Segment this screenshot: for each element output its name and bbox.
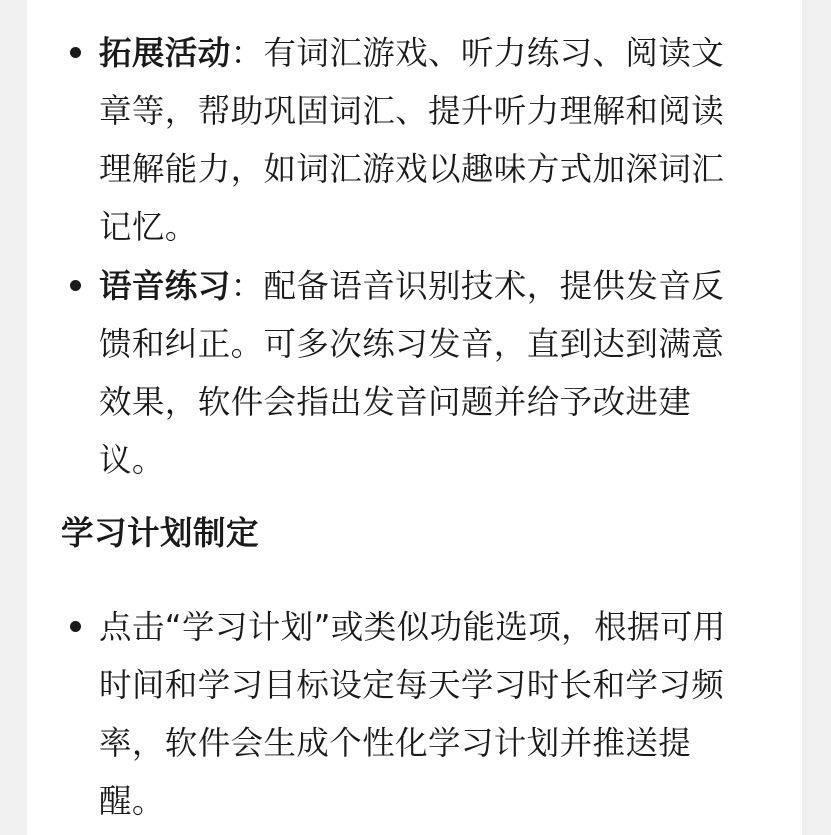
bullet-dot bbox=[70, 280, 81, 291]
bullet-dot bbox=[70, 621, 81, 632]
list-item-text bbox=[99, 257, 749, 489]
bullet-dot bbox=[70, 47, 81, 58]
list-item-body: 点击“学习计划”或类似功能选项，根据可用时间和学习目标设定每天学习时长和学习频率，软件会生成个性化学习计划并推送提醒。 bbox=[99, 608, 726, 820]
list-item-body: 配备语音识别技术，提供发音反馈和纠正。可多次练习发音，直到达到满意效果，软件会指出发音问题并给予改进建议。 bbox=[99, 267, 725, 479]
list-item-title: 语音练习 bbox=[99, 267, 231, 305]
section-heading: 学习计划制定 bbox=[61, 514, 260, 552]
list-item-separator: ： bbox=[230, 34, 264, 72]
list-item-text bbox=[99, 24, 749, 256]
chat-message-content bbox=[27, 0, 802, 835]
list-item-title: 拓展活动 bbox=[99, 34, 231, 72]
list-item-separator: ： bbox=[230, 267, 264, 305]
list-item-text bbox=[99, 598, 749, 830]
list-item-body: 有词汇游戏、听力练习、阅读文章等，帮助巩固词汇、提升听力理解和阅读理解能力，如词汇游戏以趣味方式加深词汇记忆。 bbox=[99, 34, 725, 246]
